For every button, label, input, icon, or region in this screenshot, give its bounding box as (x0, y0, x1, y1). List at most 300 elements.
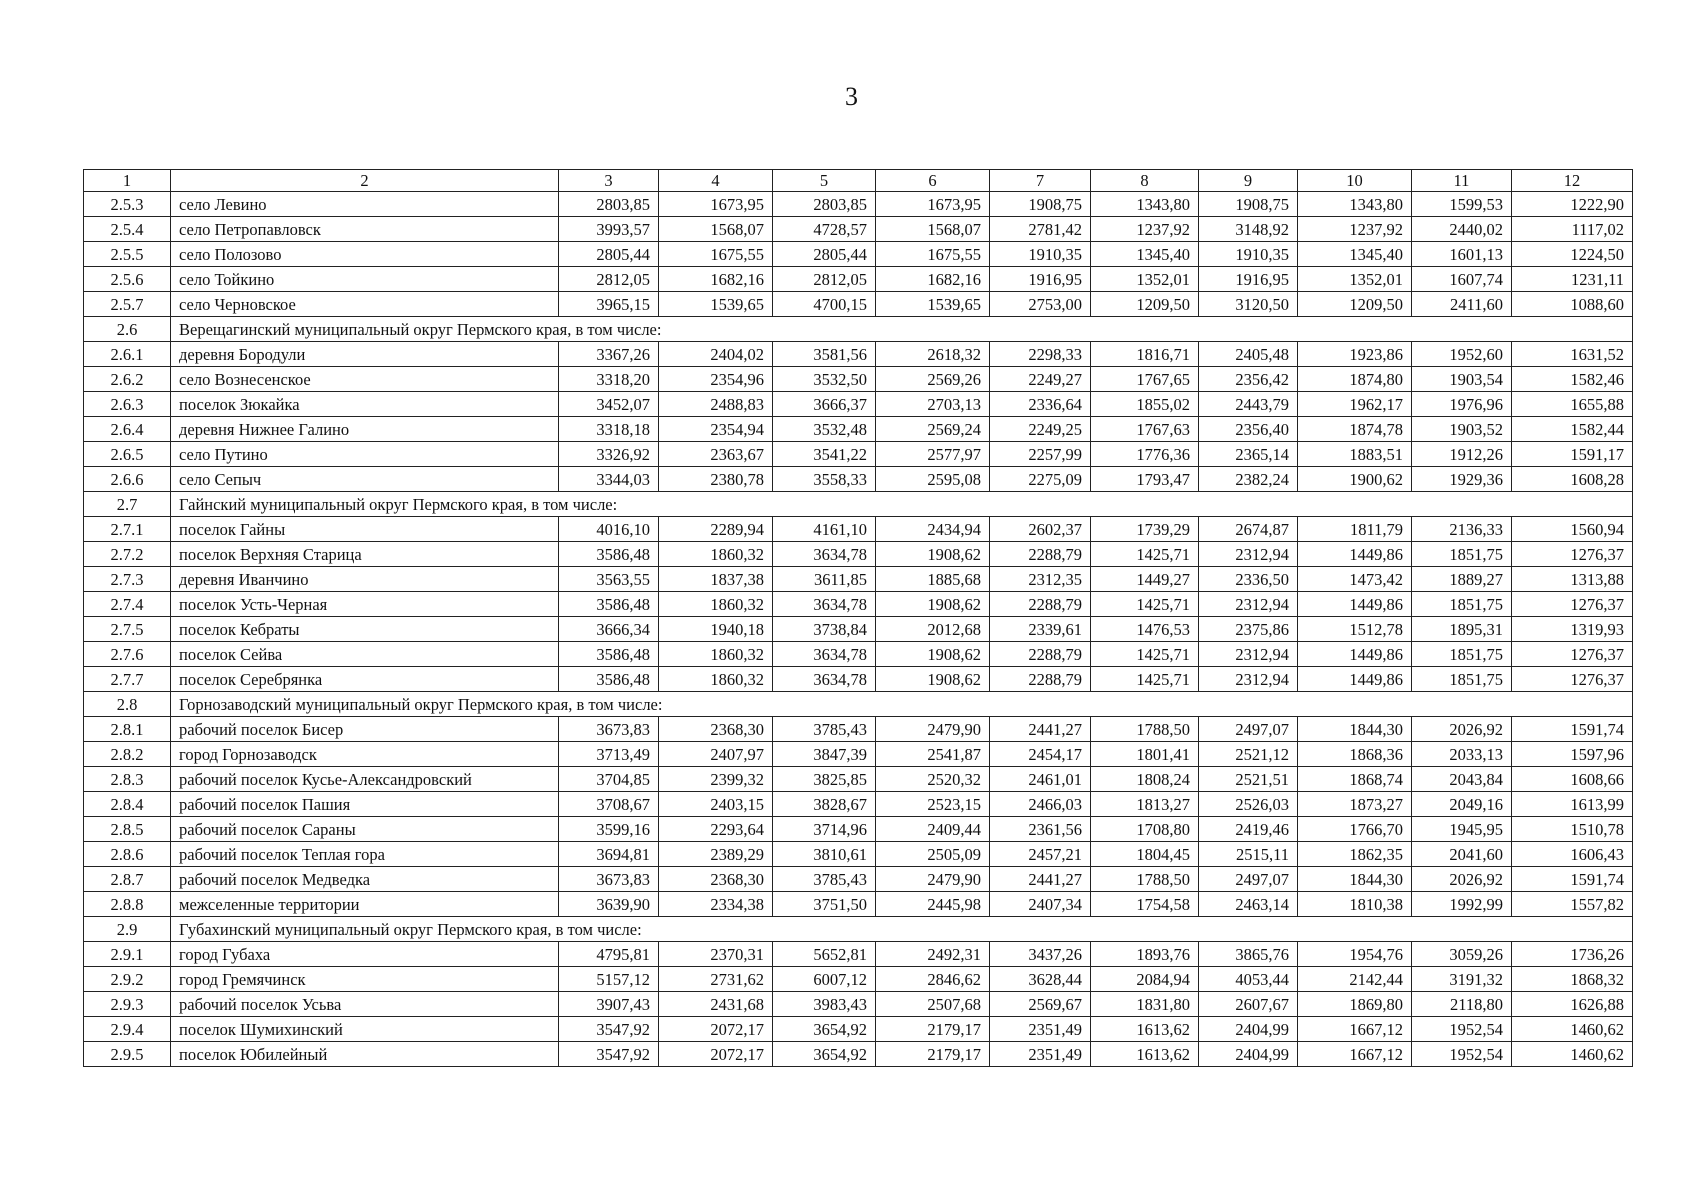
value-cell: 1862,35 (1298, 842, 1412, 867)
value-cell: 3673,83 (559, 867, 659, 892)
value-cell: 1352,01 (1091, 267, 1199, 292)
value-cell: 1597,96 (1512, 742, 1633, 767)
table-row (84, 567, 1633, 592)
value-cell: 1343,80 (1091, 192, 1199, 217)
settlement-name: межселенные территории (171, 892, 559, 917)
value-cell: 1903,54 (1412, 367, 1512, 392)
table-body (84, 170, 1633, 1067)
value-cell: 2136,33 (1412, 517, 1512, 542)
value-cell: 3634,78 (773, 592, 876, 617)
value-cell: 1568,07 (876, 217, 990, 242)
table-row (84, 1017, 1633, 1042)
table-row (84, 967, 1633, 992)
value-cell: 1952,60 (1412, 342, 1512, 367)
value-cell: 2440,02 (1412, 217, 1512, 242)
value-cell: 2033,13 (1412, 742, 1512, 767)
value-cell: 2463,14 (1199, 892, 1298, 917)
value-cell: 1908,62 (876, 667, 990, 692)
value-cell: 1873,27 (1298, 792, 1412, 817)
settlement-name: рабочий поселок Усьва (171, 992, 559, 1017)
row-code: 2.7.3 (84, 567, 171, 592)
value-cell: 1889,27 (1412, 567, 1512, 592)
value-cell: 3965,15 (559, 292, 659, 317)
settlement-name: село Путино (171, 442, 559, 467)
value-cell: 1860,32 (659, 642, 773, 667)
value-cell: 1631,52 (1512, 342, 1633, 367)
value-cell: 1608,28 (1512, 467, 1633, 492)
row-code: 2.8.6 (84, 842, 171, 867)
value-cell: 1117,02 (1512, 217, 1633, 242)
value-cell: 2351,49 (990, 1017, 1091, 1042)
value-cell: 3586,48 (559, 667, 659, 692)
table-row (84, 867, 1633, 892)
column-number: 8 (1091, 170, 1199, 192)
row-code: 2.9.5 (84, 1042, 171, 1067)
value-cell: 2298,33 (990, 342, 1091, 367)
value-cell: 1808,24 (1091, 767, 1199, 792)
value-cell: 1992,99 (1412, 892, 1512, 917)
value-cell: 3586,48 (559, 642, 659, 667)
value-cell: 1607,74 (1412, 267, 1512, 292)
value-cell: 2257,99 (990, 442, 1091, 467)
value-cell: 3148,92 (1199, 217, 1298, 242)
value-cell: 1810,38 (1298, 892, 1412, 917)
value-cell: 2399,32 (659, 767, 773, 792)
settlement-name: село Сепыч (171, 467, 559, 492)
value-cell: 1276,37 (1512, 542, 1633, 567)
value-cell: 2368,30 (659, 717, 773, 742)
value-cell: 2443,79 (1199, 392, 1298, 417)
value-cell: 1952,54 (1412, 1042, 1512, 1067)
value-cell: 2293,64 (659, 817, 773, 842)
value-cell: 3828,67 (773, 792, 876, 817)
settlement-name: село Петропавловск (171, 217, 559, 242)
value-cell: 2354,94 (659, 417, 773, 442)
row-code: 2.8 (84, 692, 171, 717)
row-code: 2.9.1 (84, 942, 171, 967)
value-cell: 1673,95 (876, 192, 990, 217)
value-cell: 5157,12 (559, 967, 659, 992)
value-cell: 3713,49 (559, 742, 659, 767)
section-title: Верещагинский муниципальный округ Пермского края, в том числе: (171, 317, 1633, 342)
value-cell: 1606,43 (1512, 842, 1633, 867)
table-row (84, 617, 1633, 642)
row-code: 2.8.2 (84, 742, 171, 767)
value-cell: 1088,60 (1512, 292, 1633, 317)
value-cell: 3532,50 (773, 367, 876, 392)
value-cell: 2370,31 (659, 942, 773, 967)
value-cell: 4016,10 (559, 517, 659, 542)
value-cell: 3673,83 (559, 717, 659, 742)
row-code: 2.9.3 (84, 992, 171, 1017)
value-cell: 2569,24 (876, 417, 990, 442)
value-cell: 1473,42 (1298, 567, 1412, 592)
row-code: 2.5.3 (84, 192, 171, 217)
value-cell: 1874,80 (1298, 367, 1412, 392)
settlement-name: поселок Гайны (171, 517, 559, 542)
value-cell: 1844,30 (1298, 717, 1412, 742)
table-row (84, 767, 1633, 792)
value-cell: 1945,95 (1412, 817, 1512, 842)
value-cell: 2382,24 (1199, 467, 1298, 492)
value-cell: 2289,94 (659, 517, 773, 542)
value-cell: 3547,92 (559, 1042, 659, 1067)
value-cell: 4728,57 (773, 217, 876, 242)
value-cell: 3120,50 (1199, 292, 1298, 317)
value-cell: 1916,95 (990, 267, 1091, 292)
settlement-name: деревня Иванчино (171, 567, 559, 592)
value-cell: 1675,55 (659, 242, 773, 267)
value-cell: 1313,88 (1512, 567, 1633, 592)
value-cell: 1844,30 (1298, 867, 1412, 892)
table-row (84, 217, 1633, 242)
settlement-name: село Вознесенское (171, 367, 559, 392)
value-cell: 1449,86 (1298, 592, 1412, 617)
value-cell: 1682,16 (659, 267, 773, 292)
value-cell: 1801,41 (1091, 742, 1199, 767)
value-cell: 2084,94 (1091, 967, 1199, 992)
table-row (84, 467, 1633, 492)
settlement-name: город Гремячинск (171, 967, 559, 992)
value-cell: 3785,43 (773, 717, 876, 742)
table-row (84, 592, 1633, 617)
value-cell: 2312,94 (1199, 642, 1298, 667)
value-cell: 1885,68 (876, 567, 990, 592)
settlement-name: рабочий поселок Теплая гора (171, 842, 559, 867)
row-code: 2.5.5 (84, 242, 171, 267)
value-cell: 2288,79 (990, 642, 1091, 667)
section-title: Горнозаводский муниципальный округ Пермского края, в том числе: (171, 692, 1633, 717)
value-cell: 2288,79 (990, 667, 1091, 692)
settlement-name: село Левино (171, 192, 559, 217)
table-row (84, 942, 1633, 967)
row-code: 2.8.5 (84, 817, 171, 842)
value-cell: 1916,95 (1199, 267, 1298, 292)
value-cell: 1682,16 (876, 267, 990, 292)
value-cell: 3654,92 (773, 1017, 876, 1042)
value-cell: 2404,99 (1199, 1017, 1298, 1042)
value-cell: 2365,14 (1199, 442, 1298, 467)
value-cell: 1708,80 (1091, 817, 1199, 842)
value-cell: 2049,16 (1412, 792, 1512, 817)
value-cell: 1851,75 (1412, 667, 1512, 692)
value-cell: 2380,78 (659, 467, 773, 492)
value-cell: 3654,92 (773, 1042, 876, 1067)
value-cell: 2515,11 (1199, 842, 1298, 867)
tariff-table (83, 169, 1633, 1067)
value-cell: 1954,76 (1298, 942, 1412, 967)
value-cell: 2607,67 (1199, 992, 1298, 1017)
value-cell: 1608,66 (1512, 767, 1633, 792)
value-cell: 1276,37 (1512, 667, 1633, 692)
value-cell: 2703,13 (876, 392, 990, 417)
value-cell: 1449,86 (1298, 542, 1412, 567)
value-cell: 1449,86 (1298, 642, 1412, 667)
value-cell: 2407,34 (990, 892, 1091, 917)
value-cell: 2812,05 (773, 267, 876, 292)
value-cell: 1425,71 (1091, 542, 1199, 567)
value-cell: 1557,82 (1512, 892, 1633, 917)
value-cell: 2445,98 (876, 892, 990, 917)
value-cell: 1860,32 (659, 542, 773, 567)
row-code: 2.7.4 (84, 592, 171, 617)
value-cell: 1613,62 (1091, 1017, 1199, 1042)
value-cell: 2812,05 (559, 267, 659, 292)
value-cell: 1237,92 (1298, 217, 1412, 242)
value-cell: 2041,60 (1412, 842, 1512, 867)
row-code: 2.6.1 (84, 342, 171, 367)
value-cell: 2419,46 (1199, 817, 1298, 842)
value-cell: 1868,74 (1298, 767, 1412, 792)
value-cell: 2805,44 (559, 242, 659, 267)
value-cell: 1908,62 (876, 542, 990, 567)
row-code: 2.6.3 (84, 392, 171, 417)
section-title: Гайнский муниципальный округ Пермского края, в том числе: (171, 492, 1633, 517)
row-code: 2.6.4 (84, 417, 171, 442)
settlement-name: поселок Сейва (171, 642, 559, 667)
table-row (84, 717, 1633, 742)
value-cell: 2389,29 (659, 842, 773, 867)
value-cell: 3708,67 (559, 792, 659, 817)
value-cell: 3599,16 (559, 817, 659, 842)
value-cell: 2356,42 (1199, 367, 1298, 392)
value-cell: 1851,75 (1412, 642, 1512, 667)
value-cell: 1883,51 (1298, 442, 1412, 467)
value-cell: 2179,17 (876, 1017, 990, 1042)
value-cell: 1874,78 (1298, 417, 1412, 442)
value-cell: 2431,68 (659, 992, 773, 1017)
value-cell: 1599,53 (1412, 192, 1512, 217)
table-row (84, 517, 1633, 542)
value-cell: 1231,11 (1512, 267, 1633, 292)
settlement-name: рабочий поселок Сараны (171, 817, 559, 842)
value-cell: 3586,48 (559, 542, 659, 567)
value-cell: 2492,31 (876, 942, 990, 967)
value-cell: 2249,25 (990, 417, 1091, 442)
value-cell: 2312,94 (1199, 667, 1298, 692)
row-code: 2.8.7 (84, 867, 171, 892)
value-cell: 5652,81 (773, 942, 876, 967)
value-cell: 1675,55 (876, 242, 990, 267)
value-cell: 3907,43 (559, 992, 659, 1017)
value-cell: 1962,17 (1298, 392, 1412, 417)
value-cell: 2505,09 (876, 842, 990, 867)
value-cell: 2521,51 (1199, 767, 1298, 792)
table-row (84, 542, 1633, 567)
value-cell: 2781,42 (990, 217, 1091, 242)
value-cell: 2072,17 (659, 1017, 773, 1042)
row-code: 2.7.7 (84, 667, 171, 692)
value-cell: 2288,79 (990, 542, 1091, 567)
row-code: 2.9.4 (84, 1017, 171, 1042)
value-cell: 4053,44 (1199, 967, 1298, 992)
value-cell: 1449,27 (1091, 567, 1199, 592)
value-cell: 3563,55 (559, 567, 659, 592)
value-cell: 1209,50 (1298, 292, 1412, 317)
value-cell: 1591,74 (1512, 867, 1633, 892)
table-row (84, 242, 1633, 267)
column-number: 9 (1199, 170, 1298, 192)
value-cell: 1224,50 (1512, 242, 1633, 267)
value-cell: 3634,78 (773, 642, 876, 667)
value-cell: 2026,92 (1412, 867, 1512, 892)
settlement-name: город Губаха (171, 942, 559, 967)
column-number: 7 (990, 170, 1091, 192)
column-number: 3 (559, 170, 659, 192)
value-cell: 3666,37 (773, 392, 876, 417)
table-row (84, 992, 1633, 1017)
value-cell: 1754,58 (1091, 892, 1199, 917)
value-cell: 3785,43 (773, 867, 876, 892)
section-row (84, 317, 1633, 342)
value-cell: 1425,71 (1091, 667, 1199, 692)
value-cell: 2577,97 (876, 442, 990, 467)
settlement-name: поселок Верхняя Старица (171, 542, 559, 567)
value-cell: 3586,48 (559, 592, 659, 617)
value-cell: 3865,76 (1199, 942, 1298, 967)
value-cell: 2375,86 (1199, 617, 1298, 642)
value-cell: 1837,38 (659, 567, 773, 592)
value-cell: 4795,81 (559, 942, 659, 967)
table-row (84, 417, 1633, 442)
table-row (84, 1042, 1633, 1067)
table-row (84, 817, 1633, 842)
value-cell: 3634,78 (773, 667, 876, 692)
value-cell: 1900,62 (1298, 467, 1412, 492)
value-cell: 2731,62 (659, 967, 773, 992)
value-cell: 2461,01 (990, 767, 1091, 792)
value-cell: 3059,26 (1412, 942, 1512, 967)
value-cell: 1811,79 (1298, 517, 1412, 542)
value-cell: 2403,15 (659, 792, 773, 817)
row-code: 2.7.6 (84, 642, 171, 667)
value-cell: 1460,62 (1512, 1017, 1633, 1042)
row-code: 2.8.8 (84, 892, 171, 917)
row-code: 2.7.5 (84, 617, 171, 642)
value-cell: 2569,67 (990, 992, 1091, 1017)
table-row (84, 792, 1633, 817)
section-row (84, 692, 1633, 717)
value-cell: 2363,67 (659, 442, 773, 467)
value-cell: 2497,07 (1199, 717, 1298, 742)
settlement-name: деревня Нижнее Галино (171, 417, 559, 442)
value-cell: 2275,09 (990, 467, 1091, 492)
row-code: 2.6.2 (84, 367, 171, 392)
table-row (84, 342, 1633, 367)
column-number: 6 (876, 170, 990, 192)
value-cell: 2457,21 (990, 842, 1091, 867)
page-number: 3 (845, 82, 858, 111)
column-number: 11 (1412, 170, 1512, 192)
value-cell: 2805,44 (773, 242, 876, 267)
value-cell: 2411,60 (1412, 292, 1512, 317)
table-row (84, 267, 1633, 292)
value-cell: 2521,12 (1199, 742, 1298, 767)
value-cell: 1345,40 (1298, 242, 1412, 267)
row-code: 2.9.2 (84, 967, 171, 992)
settlement-name: поселок Зюкайка (171, 392, 559, 417)
value-cell: 1908,62 (876, 592, 990, 617)
value-cell: 1766,70 (1298, 817, 1412, 842)
value-cell: 3704,85 (559, 767, 659, 792)
value-cell: 1908,75 (1199, 192, 1298, 217)
value-cell: 2507,68 (876, 992, 990, 1017)
table-row (84, 742, 1633, 767)
value-cell: 1237,92 (1091, 217, 1199, 242)
settlement-name: село Черновское (171, 292, 559, 317)
value-cell: 1831,80 (1091, 992, 1199, 1017)
value-cell: 2405,48 (1199, 342, 1298, 367)
value-cell: 3666,34 (559, 617, 659, 642)
value-cell: 3367,26 (559, 342, 659, 367)
value-cell: 2339,61 (990, 617, 1091, 642)
settlement-name: поселок Юбилейный (171, 1042, 559, 1067)
value-cell: 1952,54 (1412, 1017, 1512, 1042)
value-cell: 2497,07 (1199, 867, 1298, 892)
value-cell: 1940,18 (659, 617, 773, 642)
value-cell: 2012,68 (876, 617, 990, 642)
value-cell: 2569,26 (876, 367, 990, 392)
row-code: 2.6 (84, 317, 171, 342)
section-row (84, 917, 1633, 942)
section-title: Губахинский муниципальный округ Пермского края, в том числе: (171, 917, 1633, 942)
settlement-name: поселок Шумихинский (171, 1017, 559, 1042)
value-cell: 3825,85 (773, 767, 876, 792)
value-cell: 3558,33 (773, 467, 876, 492)
value-cell: 2441,27 (990, 867, 1091, 892)
value-cell: 1929,36 (1412, 467, 1512, 492)
value-cell: 2354,96 (659, 367, 773, 392)
value-cell: 3344,03 (559, 467, 659, 492)
value-cell: 3634,78 (773, 542, 876, 567)
value-cell: 2479,90 (876, 867, 990, 892)
value-cell: 1767,63 (1091, 417, 1199, 442)
value-cell: 3326,92 (559, 442, 659, 467)
value-cell: 3694,81 (559, 842, 659, 867)
row-code: 2.6.5 (84, 442, 171, 467)
value-cell: 3714,96 (773, 817, 876, 842)
row-code: 2.8.3 (84, 767, 171, 792)
value-cell: 3318,20 (559, 367, 659, 392)
settlement-name: рабочий поселок Пашия (171, 792, 559, 817)
value-cell: 1895,31 (1412, 617, 1512, 642)
value-cell: 1667,12 (1298, 1017, 1412, 1042)
settlement-name: село Полозово (171, 242, 559, 267)
value-cell: 1816,71 (1091, 342, 1199, 367)
column-number-row (84, 170, 1633, 192)
value-cell: 2351,49 (990, 1042, 1091, 1067)
value-cell: 1222,90 (1512, 192, 1633, 217)
value-cell: 1568,07 (659, 217, 773, 242)
value-cell: 1352,01 (1298, 267, 1412, 292)
value-cell: 3452,07 (559, 392, 659, 417)
value-cell: 4161,10 (773, 517, 876, 542)
value-cell: 2072,17 (659, 1042, 773, 1067)
settlement-name: поселок Серебрянка (171, 667, 559, 692)
value-cell: 2526,03 (1199, 792, 1298, 817)
value-cell: 1908,75 (990, 192, 1091, 217)
value-cell: 1425,71 (1091, 642, 1199, 667)
value-cell: 2249,27 (990, 367, 1091, 392)
value-cell: 2336,50 (1199, 567, 1298, 592)
row-code: 2.5.6 (84, 267, 171, 292)
table-row (84, 642, 1633, 667)
value-cell: 1868,36 (1298, 742, 1412, 767)
value-cell: 2541,87 (876, 742, 990, 767)
value-cell: 1903,52 (1412, 417, 1512, 442)
value-cell: 3847,39 (773, 742, 876, 767)
value-cell: 6007,12 (773, 967, 876, 992)
